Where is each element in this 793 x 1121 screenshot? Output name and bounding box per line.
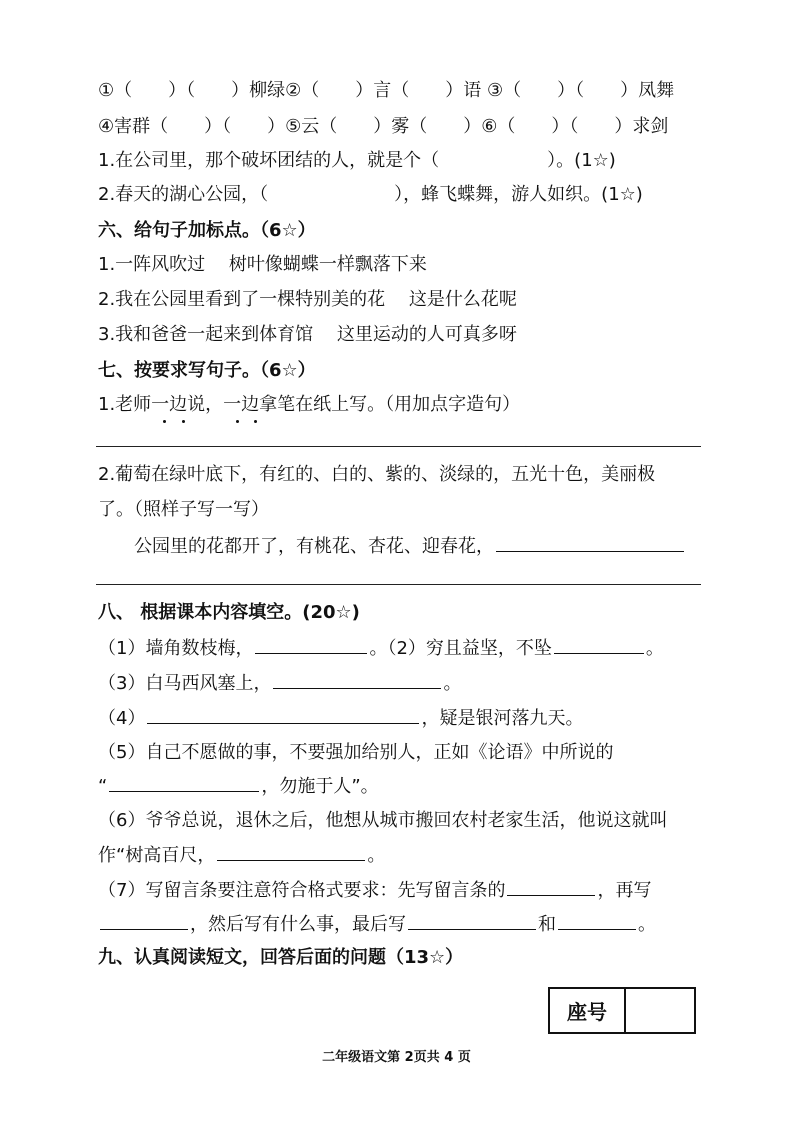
- answer-blank[interactable]: [100, 911, 188, 930]
- emphasis-dot: [236, 420, 239, 423]
- item-text: 。: [367, 845, 386, 866]
- section-8-item-1-2: [98, 635, 703, 662]
- section-9-title: 九、认真阅读短文，回答后面的问题（13☆）: [98, 947, 464, 968]
- seat-number-field[interactable]: [626, 989, 694, 1032]
- item-text: （1）墙角数枝梅，: [98, 638, 254, 659]
- section-7-question-1: 1.老师一边说，一边拿笔在纸上写。（用加点字造句）: [98, 394, 521, 415]
- section-8-item-5-line-1: （5）自己不愿做的事，不要强加给别人，正如《论语》中所说的: [98, 742, 614, 763]
- item-text: ，再写: [597, 880, 652, 901]
- item-text: ，然后写有什么事，最后写: [190, 914, 406, 935]
- item-text: （3）白马西风塞上，: [98, 673, 272, 694]
- item-text: （7）写留言条要注意符合格式要求：先写留言条的: [98, 880, 506, 901]
- item-text: 。（2）穷且益坚，不坠: [369, 638, 552, 659]
- section-6-item-1: 1.一阵风吹过 树叶像蝴蝶一样飘落下来: [98, 254, 427, 275]
- answer-blank[interactable]: [147, 705, 419, 724]
- item-text: 。: [443, 673, 462, 694]
- item-text: ，勿施于人”。: [261, 776, 379, 797]
- idiom-row-2: ④害群（ ）（ ）⑤云（ ）雾（ ）⑥（ ）（ ）求剑: [98, 116, 669, 137]
- item-text: （4）: [98, 708, 146, 729]
- answer-blank[interactable]: [554, 635, 644, 654]
- emphasis-dot: [254, 420, 257, 423]
- answer-line[interactable]: [96, 584, 701, 585]
- section-6-item-2: 2.我在公园里看到了一棵特别美的花 这是什么花呢: [98, 289, 517, 310]
- section-8-item-4: [98, 705, 703, 732]
- answer-blank[interactable]: [255, 635, 367, 654]
- section-6-title: 六、给句子加标点。（6☆）: [98, 220, 316, 241]
- section-7-example-row: [134, 533, 703, 560]
- item-text: 和: [538, 914, 556, 935]
- emphasis-dot: [182, 420, 185, 423]
- answer-blank[interactable]: [273, 670, 441, 689]
- answer-blank[interactable]: [507, 877, 595, 896]
- item-text: 。: [638, 914, 656, 935]
- section-7-question-2-line-1: 2.葡萄在绿叶底下，有红的、白的、紫的、淡绿的，五光十色，美丽极: [98, 464, 656, 485]
- page-footer: 二年级语文第 2页共 4 页: [322, 1050, 471, 1065]
- section-8-item-3: [98, 670, 703, 697]
- item-text: 。: [645, 638, 664, 659]
- section-8-item-7-line-1: [98, 877, 703, 904]
- answer-blank[interactable]: [408, 911, 536, 930]
- item-text: 作“树高百尺，: [98, 845, 216, 866]
- idiom-question-2: 2.春天的湖心公园，（ ），蜂飞蝶舞，游人如织。(1☆): [98, 184, 643, 205]
- section-8-title: 八、 根据课本内容填空。(20☆): [98, 602, 360, 623]
- emphasis-dot: [163, 420, 166, 423]
- section-6-item-3: 3.我和爸爸一起来到体育馆 这里运动的人可真多呀: [98, 324, 517, 345]
- idiom-row-1: ①（ ）（ ）柳绿②（ ）言（ ）语 ③（ ）（ ）凤舞: [98, 80, 675, 101]
- section-8-item-6-line-1: （6）爷爷总说，退休之后，他想从城市搬回农村老家生活，他说这就叫: [98, 810, 668, 831]
- seat-number-box: [548, 987, 696, 1034]
- answer-line[interactable]: [96, 446, 701, 447]
- section-8-item-5-line-2: [98, 773, 703, 800]
- section-7-example-text: 公园里的花都开了，有桃花、杏花、迎春花，: [134, 536, 494, 557]
- item-text: “: [98, 776, 108, 797]
- section-7-title: 七、按要求写句子。（6☆）: [98, 360, 316, 381]
- item-text: ，疑是银河落九天。: [421, 708, 584, 729]
- answer-blank[interactable]: [496, 533, 684, 552]
- section-8-item-7-line-2: [98, 911, 703, 938]
- answer-blank[interactable]: [217, 842, 365, 861]
- answer-blank[interactable]: [558, 911, 636, 930]
- answer-blank[interactable]: [109, 773, 259, 792]
- section-7-question-2-line-2: 了。（照样子写一写）: [98, 499, 269, 520]
- idiom-question-1: 1.在公司里，那个破坏团结的人，就是个（ ）。(1☆): [98, 150, 616, 171]
- section-8-item-6-line-2: [98, 842, 703, 869]
- seat-number-label: 座号: [550, 989, 626, 1032]
